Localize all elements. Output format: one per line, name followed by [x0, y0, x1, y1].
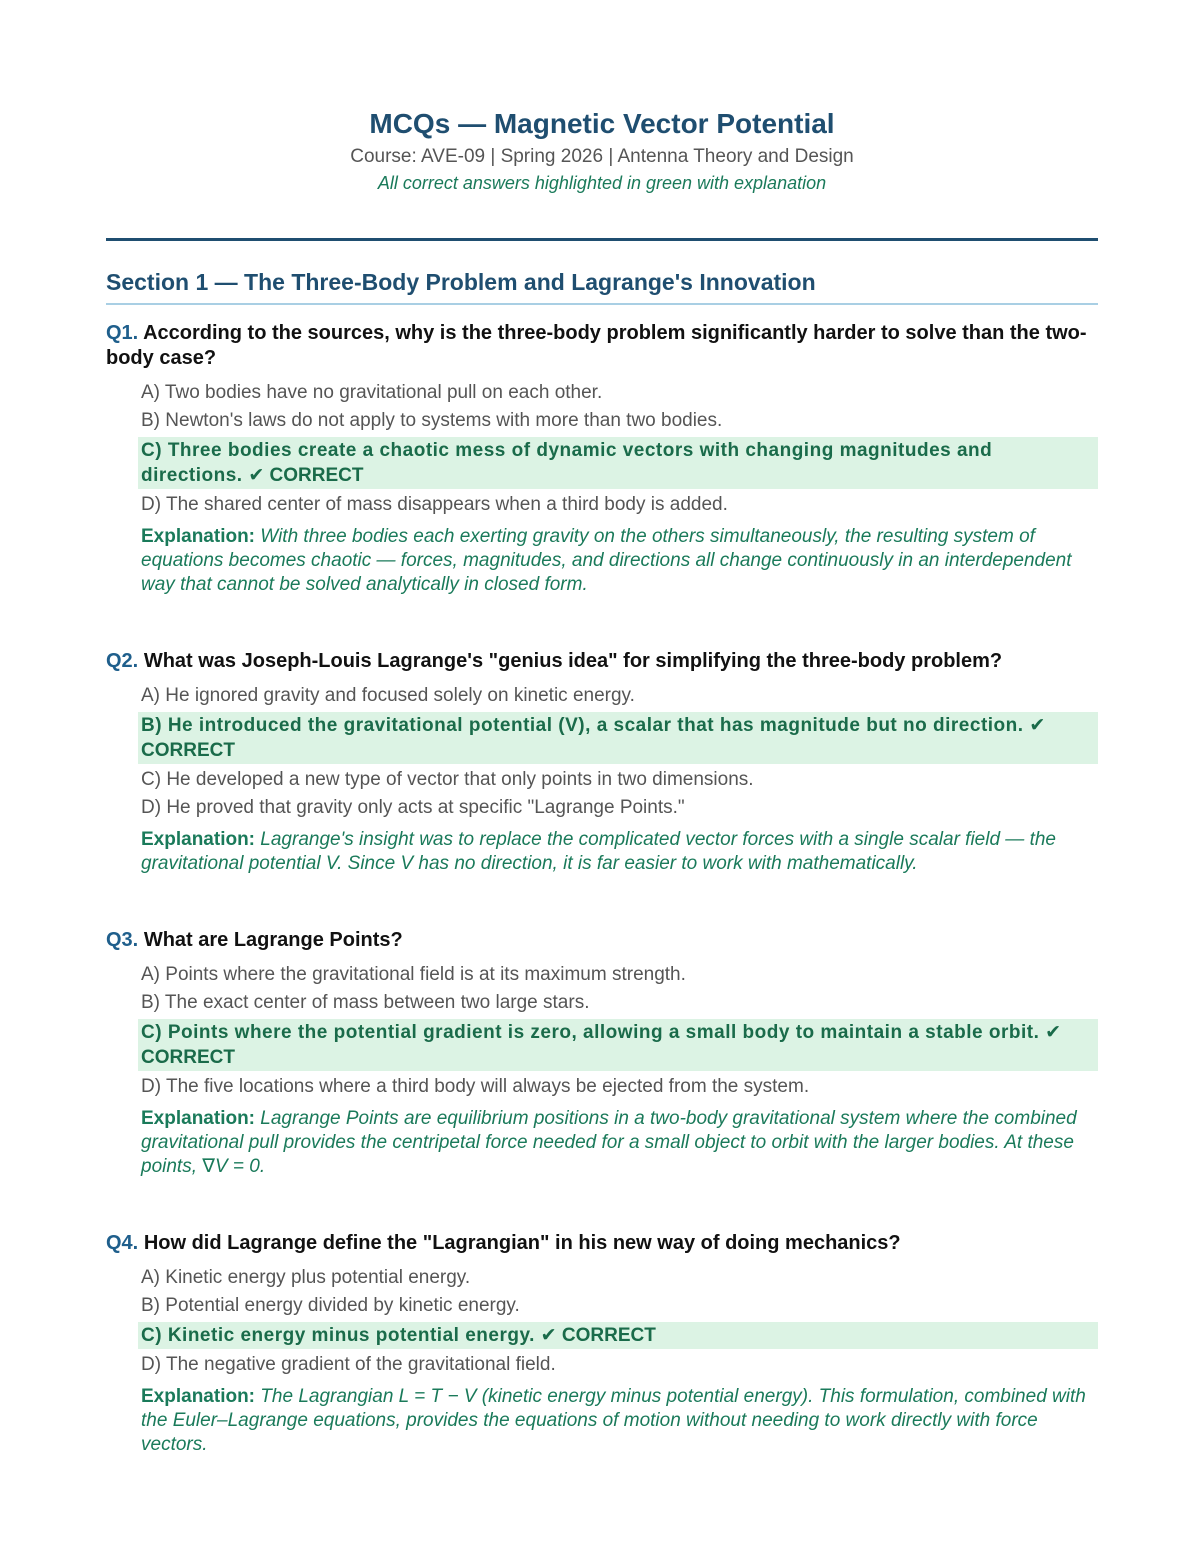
option-text: A) He ignored gravity and focused solely on kinetic energy.	[141, 685, 635, 706]
course-meta: Course: AVE-09 | Spring 2026 | Antenna Theory and Design	[350, 146, 854, 167]
correct-badge: ✔ CORRECT	[141, 715, 1046, 761]
question-text	[106, 1231, 1098, 1256]
question-block	[106, 928, 1098, 1179]
option-text: C) Kinetic energy minus potential energy.	[141, 1325, 535, 1346]
question-block	[106, 1231, 1098, 1457]
section-title: Section 1 — The Three-Body Problem and Lagrange's Innovation	[106, 267, 1098, 305]
option-text: A) Kinetic energy plus potential energy.	[141, 1267, 471, 1288]
correct-badge: ✔ CORRECT	[141, 1022, 1062, 1068]
option-text: C) Three bodies create a chaotic mess of dynamic vectors with changing magnitudes and directions.	[141, 440, 993, 486]
option-text: B) He introduced the gravitational potential (V), a scalar that has magnitude but no direction.	[141, 715, 1024, 736]
answer-option	[141, 682, 1098, 710]
option-text: C) Points where the potential gradient is zero, allowing a small body to maintain a stable orbit.	[141, 1022, 1040, 1043]
question-number: Q3.	[106, 929, 139, 951]
answer-option-correct	[138, 437, 1098, 489]
question-number: Q4.	[106, 1232, 139, 1254]
answer-option	[141, 1264, 1098, 1292]
answer-option-correct	[138, 1019, 1098, 1071]
correct-badge: ✔ CORRECT	[540, 1325, 656, 1346]
question-prompt: What are Lagrange Points?	[143, 929, 403, 951]
question-prompt: How did Lagrange define the "Lagrangian" in his new way of doing mechanics?	[143, 1232, 901, 1254]
question-block	[106, 321, 1098, 597]
explanation-text: Lagrange Points are equilibrium positions in a two-body gravitational system where the combined gravitational pull provides the centripetal force needed for a small object to orbit with the larger bodies. At these points, ∇V = 0.	[141, 1108, 1077, 1177]
document-title: MCQs — Magnetic Vector Potential	[369, 108, 835, 139]
option-text: B) Newton's laws do not apply to systems with more than two bodies.	[141, 410, 723, 431]
question-number: Q1.	[106, 322, 139, 344]
option-text: A) Two bodies have no gravitational pull on each other.	[141, 382, 603, 403]
explanation-text: Lagrange's insight was to replace the complicated vector forces with a single scalar field — the gravitational potential V. Since V has no direction, it is far easier to work with mathematically.	[141, 829, 1056, 874]
explanation-label: Explanation:	[141, 1386, 256, 1407]
question-text	[106, 928, 1098, 953]
option-text: B) Potential energy divided by kinetic energy.	[141, 1295, 520, 1316]
option-text: A) Points where the gravitational field is at its maximum strength.	[141, 964, 686, 985]
option-text: D) He proved that gravity only acts at specific "Lagrange Points."	[141, 797, 685, 818]
explanation	[106, 1385, 1098, 1457]
question-text	[106, 321, 1098, 371]
explanation-label: Explanation:	[141, 829, 256, 850]
answer-option	[141, 766, 1098, 794]
explanation	[106, 828, 1098, 876]
question-prompt: According to the sources, why is the three-body problem significantly harder to solve than the two-body case?	[106, 322, 1087, 369]
document-header	[106, 0, 1098, 196]
explanation	[106, 525, 1098, 597]
explanation-text: With three bodies each exerting gravity on the others simultaneously, the resulting system of equations becomes chaotic — forces, magnitudes, and directions all change continuously in an interdependent way that cannot be solved analytically in closed form.	[141, 526, 1072, 595]
question-prompt: What was Joseph-Louis Lagrange's "genius idea" for simplifying the three-body problem?	[143, 650, 1003, 672]
option-text: C) He developed a new type of vector that only points in two dimensions.	[141, 769, 754, 790]
explanation	[106, 1107, 1098, 1179]
option-text: D) The negative gradient of the gravitational field.	[141, 1354, 556, 1375]
option-text: D) The shared center of mass disappears when a third body is added.	[141, 494, 728, 515]
answer-option	[141, 1292, 1098, 1320]
question-number: Q2.	[106, 650, 139, 672]
answer-key-note: All correct answers highlighted in green with explanation	[377, 173, 827, 193]
header-divider	[106, 238, 1098, 241]
answer-option	[141, 961, 1098, 989]
answer-option	[141, 1073, 1098, 1101]
answer-options	[106, 1264, 1098, 1379]
question-text	[106, 649, 1098, 674]
answer-option-correct	[138, 1322, 1098, 1349]
explanation-text: The Lagrangian L = T − V (kinetic energy minus potential energy). This formulation, combined with the Euler–Lagrange equations, provides the equations of motion without needing to work directly with force vectors.	[141, 1386, 1086, 1455]
explanation-label: Explanation:	[141, 526, 256, 547]
answer-option	[141, 794, 1098, 822]
answer-option	[141, 491, 1098, 519]
explanation-label: Explanation:	[141, 1108, 256, 1129]
answer-option	[141, 379, 1098, 407]
answer-option	[141, 989, 1098, 1017]
option-text: B) The exact center of mass between two large stars.	[141, 992, 590, 1013]
answer-options	[106, 961, 1098, 1101]
answer-option	[141, 1351, 1098, 1379]
question-block	[106, 649, 1098, 876]
question-list	[106, 321, 1098, 1457]
answer-option	[141, 407, 1098, 435]
correct-badge: ✔ CORRECT	[248, 465, 364, 486]
option-text: D) The five locations where a third body will always be ejected from the system.	[141, 1076, 810, 1097]
answer-option-correct	[138, 712, 1098, 764]
answer-options	[106, 379, 1098, 519]
answer-options	[106, 682, 1098, 822]
